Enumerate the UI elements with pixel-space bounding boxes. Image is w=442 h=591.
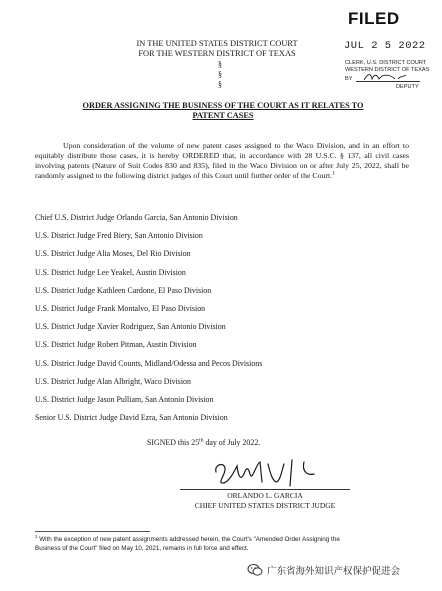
judges-list [35, 213, 415, 431]
watermark [247, 563, 400, 577]
footnote [35, 533, 365, 553]
signature-line [180, 489, 350, 490]
judge-item: U.S. District Judge Robert Pitman, Austin Division [35, 340, 197, 350]
signer-title: CHIEF UNITED STATES DISTRICT JUDGE [194, 500, 336, 510]
footnote-reference: 1 [332, 170, 335, 177]
signed-prefix: SIGNED this 25 [147, 438, 200, 447]
filed-stamp-district: WESTERN DISTRICT OF TEXAS [345, 67, 430, 73]
order-title-line1: ORDER ASSIGNING THE BUSINESS OF THE COURT AS IT RELATES TO [82, 101, 364, 110]
filed-stamp-date: JUL 2 5 2022 [344, 40, 426, 52]
signed-suffix: day of July 2022. [203, 438, 261, 447]
judge-item: U.S. District Judge Alia Moses, Del Rio Division [35, 249, 191, 259]
watermark-text: 广东省海外知识产权保护促进会 [267, 566, 401, 577]
judge-item: U.S. District Judge David Counts, Midland/Odessa and Pecos Divisions [35, 358, 263, 368]
section-symbol: § [218, 60, 222, 69]
section-symbol: § [218, 70, 222, 79]
order-paragraph-text: Upon consideration of the volume of new patent cases assigned to the Waco Division, and in an effort to equitably distribute those cases, it is hereby ORDERED that, in accordance with 28 U.S.C. § 137, all civil cases involving patents (Nature of Suit Codes 830 and 835), filed in the Waco Division on or after July 25, 2022, shall be randomly assigned to the following district judges of this Court until further order of the Court. [35, 141, 409, 180]
section-symbol: § [218, 80, 222, 89]
section-symbols [215, 60, 225, 90]
filed-stamp-by: BY [345, 76, 353, 82]
filed-stamp-deputy: DEPUTY [396, 84, 419, 90]
order-title [58, 101, 388, 121]
judge-item: U.S. District Judge Fred Biery, San Antonio Division [35, 231, 203, 241]
judge-item: U.S. District Judge Jason Pulliam, San Antonio Division [35, 394, 214, 404]
order-paragraph [35, 141, 409, 181]
signature-block [180, 491, 350, 510]
footnote-divider [35, 531, 150, 532]
judge-item: U.S. District Judge Alan Albright, Waco Division [35, 376, 191, 386]
court-caption [112, 39, 322, 59]
footnote-number: 1 [35, 533, 38, 539]
judge-item: U.S. District Judge Xavier Rodriguez, San Antonio Division [35, 322, 226, 332]
judge-item: Chief U.S. District Judge Orlando Garcia, San Antonio Division [35, 213, 238, 222]
judge-item: U.S. District Judge Lee Yeakel, Austin Division [35, 267, 186, 277]
court-caption-line1: IN THE UNITED STATES DISTRICT COURT [136, 39, 298, 48]
signed-date-line [147, 438, 260, 447]
court-caption-line2: FOR THE WESTERN DISTRICT OF TEXAS [138, 49, 296, 58]
filed-stamp-clerk: CLERK, U.S. DISTRICT COURT [345, 60, 427, 66]
judge-item: U.S. District Judge Frank Montalvo, El Paso Division [35, 303, 206, 313]
signer-name: ORLANDO L. GARCIA [227, 491, 303, 500]
clerk-initials-scribble [362, 70, 410, 84]
filed-stamp-label: FILED [348, 9, 400, 28]
order-title-line2: PATENT CASES [192, 111, 254, 120]
footnote-text: With the exception of new patent assignments addressed herein, the Court's "Amended Order Assigning the Business of the Court" filed on May 10, 2021, remains in full force and effect. [35, 536, 340, 552]
judge-signature [210, 452, 330, 490]
wechat-icon [247, 563, 263, 577]
judge-item: U.S. District Judge Kathleen Cardone, El Paso Division [35, 285, 212, 295]
judge-item: Senior U.S. District Judge David Ezra, San Antonio Division [35, 413, 228, 423]
signed-ordinal: th [199, 437, 204, 444]
